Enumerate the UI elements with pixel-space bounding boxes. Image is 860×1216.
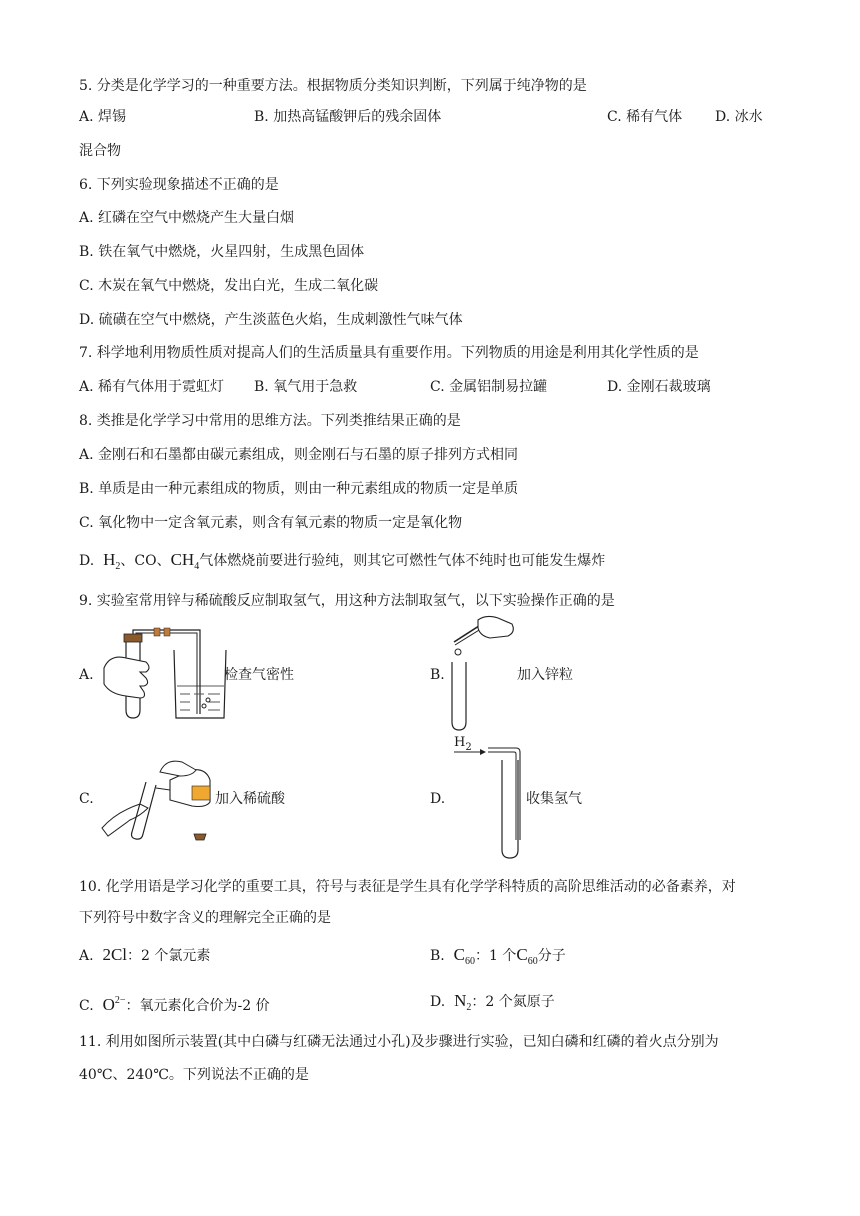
q8-option-d-text: 气体燃烧前要进行验纯，则其它可燃性气体不纯时也可能发生爆炸 [199,553,606,569]
q9-option-a-letter: A. [79,667,94,683]
q10-option-c: C. $O^{2-}$：氧元素化合价为-2 价 [79,995,270,1014]
q9-option-b-letter: B. [430,667,445,683]
q7-option-b: B. 氧气用于急救 [254,379,358,395]
hydrogen-label: $H_2$ [454,735,472,753]
q9-stem: 9. 实验室常用锌与稀硫酸反应制取氢气，用这种方法制取氢气，以下实验操作正确的是 [79,593,615,609]
q8-option-d-letter: D. [79,553,95,569]
q9-option-d-caption: 收集氢气 [526,791,582,807]
q5-option-d-continued: 混合物 [79,143,121,159]
q6-option-b: B. 铁在氧气中燃烧，火星四射，生成黑色固体 [79,244,365,260]
q9-option-a-caption: 检查气密性 [224,667,294,683]
q5-option-c: C. 稀有气体 [607,109,683,125]
q10-option-b: B. $C_{60}$：1 个$C_{60}$分子 [430,945,566,967]
q7-option-d: D. 金刚石裁玻璃 [607,379,711,395]
q6-option-d: D. 硫磺在空气中燃烧，产生淡蓝色火焰，生成刺激性气味气体 [79,312,463,328]
q6-option-c: C. 木炭在氧气中燃烧，发出白光，生成二氧化碳 [79,278,379,294]
q10-option-a: A. 2Cl：2 个氯元素 [79,945,211,964]
q8-option-a: A. 金刚石和石墨都由碳元素组成，则金刚石与石墨的原子排列方式相同 [79,447,519,463]
q9-option-c-caption: 加入稀硫酸 [215,791,285,807]
q5-option-a: A. 焊锡 [79,109,127,125]
q7-option-c: C. 金属铝制易拉罐 [430,379,548,395]
add-acid-figure [96,750,216,842]
add-zinc-figure [446,614,518,732]
symbol-c60: $C_{60}$ [453,945,475,967]
q9-option-c-letter: C. [79,791,94,807]
formula-co: 、CO、 [120,553,171,569]
symbol-oxide-ion: $O^{2-}$ [102,995,126,1014]
q5-option-d: D. 冰水 [715,109,763,125]
q7-option-a: A. 稀有气体用于霓虹灯 [79,379,225,395]
q5-option-b: B. 加热高锰酸钾后的残余固体 [254,109,442,125]
formula-ch4: $CH_4$ [170,550,200,572]
q6-option-a: A. 红磷在空气中燃烧产生大量白烟 [79,210,295,226]
q10-stem-line1: 10. 化学用语是学习化学的重要工具，符号与表征是学生具有化学学科特质的高阶思维活动的必备素养，对 [79,879,736,895]
q11-stem-line1: 11. 利用如图所示装置(其中白磷与红磷无法通过小孔)及步骤进行实验，已知白磷和红磷的着火点分别为 [79,1034,719,1050]
q6-stem: 6. 下列实验现象描述不正确的是 [79,177,279,193]
airtightness-check-figure [96,628,226,723]
q10-option-d: D. $N_2$：2 个氮原子 [430,991,555,1013]
formula-h2: $H_2$ [103,550,121,572]
q7-stem: 7. 科学地利用物质性质对提高人们的生活质量具有重要作用。下列物质的用途是利用其化学性质的是 [79,345,699,361]
q8-stem: 8. 类推是化学学习中常用的思维方法。下列类推结果正确的是 [79,413,461,429]
q8-option-b: B. 单质是由一种元素组成的物质，则由一种元素组成的物质一定是单质 [79,481,519,497]
q10-stem-line2: 下列符号中数字含义的理解完全正确的是 [79,910,331,926]
q8-option-d [79,550,605,577]
collect-hydrogen-figure [452,744,522,860]
symbol-c60-molecule: $C_{60}$ [516,945,538,967]
symbol-2cl: 2Cl [102,945,128,964]
q9-option-d-letter: D. [430,791,446,807]
q5-stem: 5. 分类是化学学习的一种重要方法。根据物质分类知识判断，下列属于纯净物的是 [79,78,587,94]
q8-option-c: C. 氧化物中一定含氧元素，则含有氧元素的物质一定是氧化物 [79,515,463,531]
q9-option-b-caption: 加入锌粒 [517,667,573,683]
q11-stem-line2: 40℃、240℃。下列说法不正确的是 [79,1067,309,1083]
symbol-n2: $N_2$ [454,991,472,1013]
